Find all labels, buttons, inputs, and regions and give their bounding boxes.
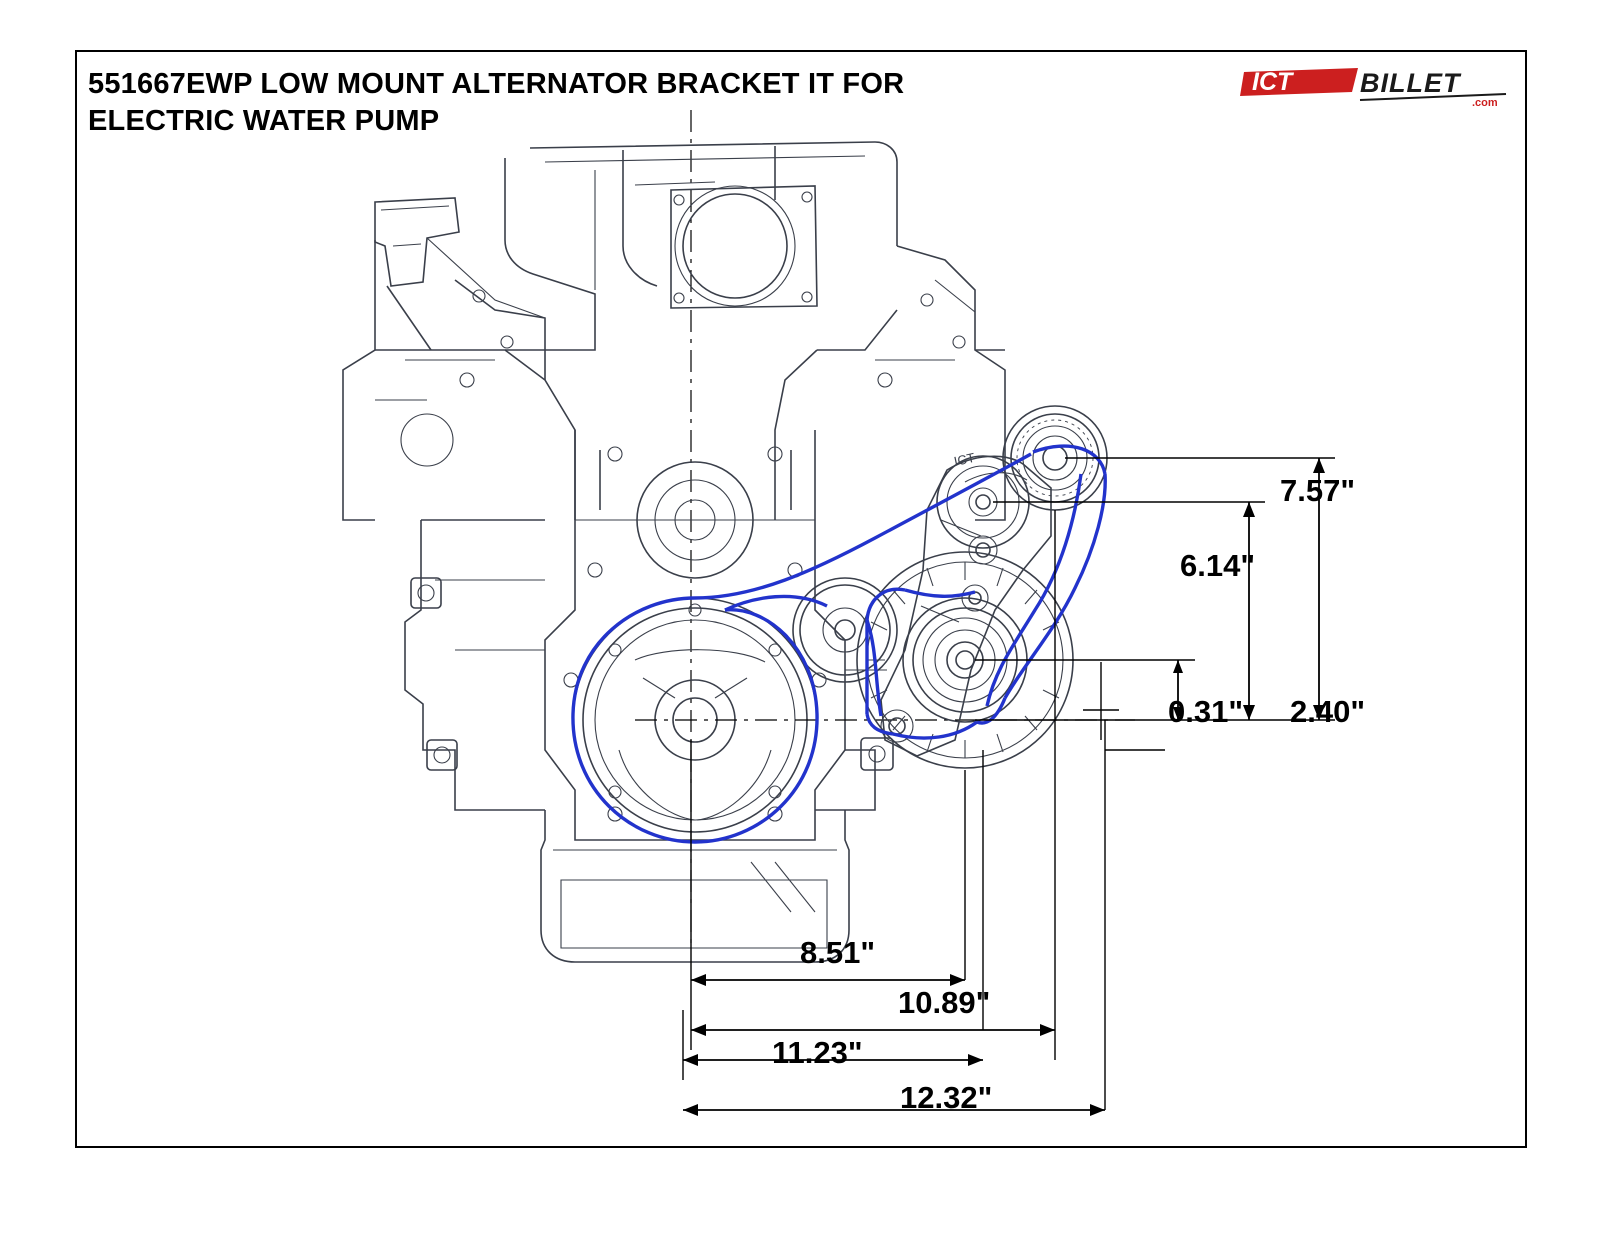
dim-label-8-51: 8.51"	[800, 935, 876, 970]
engine-block	[405, 520, 893, 810]
page-title-line-1: 551667EWP LOW MOUNT ALTERNATOR BRACKET IT FOR	[88, 68, 905, 100]
dim-031	[1083, 662, 1119, 740]
dim-label-2-40: 2.40"	[1290, 694, 1366, 729]
page-title-line-2: ELECTRIC WATER PUMP	[88, 105, 440, 138]
dim-label-11-23: 11.23"	[772, 1035, 863, 1070]
svg-text:ICT: ICT	[952, 449, 977, 469]
dim-label-7-57: 7.57"	[1280, 473, 1356, 508]
dim-1089	[691, 1024, 1055, 1036]
engine-assembly	[343, 110, 1135, 962]
dim-1232	[683, 1104, 1105, 1116]
coolant-neck	[375, 198, 459, 286]
intake-manifold	[505, 142, 897, 350]
dim-label-12-32: 12.32"	[900, 1080, 993, 1115]
dim-label-0-31: 0.31"	[1168, 694, 1244, 729]
svg-text:ICT: ICT	[1252, 68, 1293, 96]
svg-text:.com: .com	[1472, 97, 1498, 109]
dim-label-10-89: 10.89"	[898, 985, 991, 1020]
engine-technical-drawing	[75, 50, 1527, 1148]
dim-label-6-14: 6.14"	[1180, 548, 1256, 583]
throttle-body-bore	[683, 194, 787, 298]
left-cylinder-head	[343, 238, 575, 520]
dim-614	[1243, 502, 1255, 720]
svg-text:BILLET: BILLET	[1360, 68, 1461, 98]
